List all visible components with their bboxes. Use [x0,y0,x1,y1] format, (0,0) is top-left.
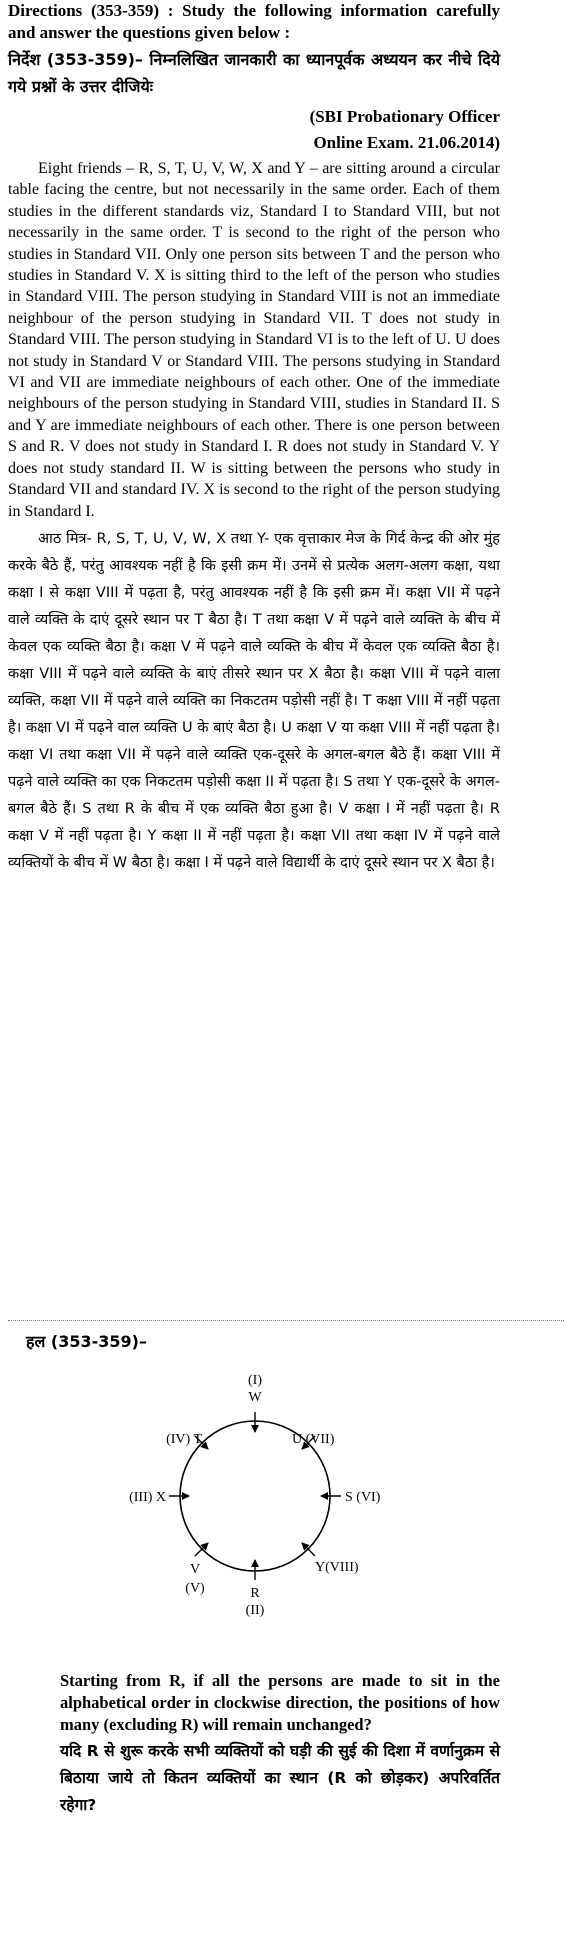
seat-top-left: (IV) T [166,1432,202,1447]
question-hindi: यदि R से शुरू करके सभी व्यक्तियों को घड़ी की सुई की दिशा में वर्णानुक्रम से बिठाया जाये तो कितन व्यक्तियों का स्थान (R को छोड़कर) अपरिवर्तित रहेगा? [60,1742,500,1814]
exam-source-line-2: Online Exam. 21.06.2014) [313,133,500,152]
seat-bottom-right: Y(VIII) [315,1560,359,1575]
arrow-bottom-right [302,1543,315,1556]
exam-source-line-1: (SBI Probationary Officer [309,107,500,126]
seat-top-right: U (VII) [292,1432,335,1447]
seat-bottom-left-standard: (V) [185,1581,205,1596]
passage-english: Eight friends – R, S, T, U, V, W, X and Y – are sitting around a circular table facing the centre, but not necessarily in the same order. Each of them studies in the different standards viz, Standard I to Standard VIII, but not necessarily in the same order. T is second to the right of the person who studies in Standard VII. Only one person sits between T and the person who studies in Standard V. X is sitting third to the left of the person who studies in Standard VIII. The person studying in Standard VIII is not an immediate neighbour of the person studying in Standard VII. T does not study in Standard VIII. The person studying in Standard VI is to the left of U. U does not study in Standard V or Standard VIII. The persons studying in Standard VI and VII are immediate neighbours of each other. One of the immediate neighbours of the person studying in Standard VIII, studies in Standard II. S and Y are immediate neighbours of each other. There is one person between S and R. V does not study in Standard I. R does not study in Standard V. Y does not study standard II. W is sitting between the persons who study in Standard VII and standard IV. X is second to the right of the person studying in Standard I. [8,160,500,520]
arrow-bottom-left [195,1543,208,1556]
question-block [60,1670,500,1819]
directions-hindi: निर्देश (353-359)– निम्नलिखित जानकारी का ध्यानपूर्वक अध्ययन कर नीचे दिये गये प्रश्नों के उत्तर दीजियेः [8,50,500,96]
seat-bottom-left-name: V [189,1562,201,1577]
section-divider [8,1320,564,1321]
solution-title: हल (353-359)– [26,1332,147,1351]
seat-top-name: W [248,1390,262,1405]
seating-diagram [0,1350,585,1650]
directions-english: Directions (353-359) : Study the following information carefully and answer the questions given below : [8,1,500,42]
seat-right: S (VI) [345,1490,381,1505]
question-english: Starting from R, if all the persons are made to sit in the alphabetical order in clockwise direction, the positions of how many (excluding R) will remain unchanged? [60,1671,500,1734]
seat-bottom-standard: (II) [245,1603,265,1618]
directions-block [8,0,500,877]
seat-left: (III) X [129,1490,166,1505]
seat-bottom-name: R [250,1586,260,1601]
seat-top-standard: (I) [248,1373,262,1388]
passage-hindi: आठ मित्र- R, S, T, U, V, W, X तथा Y- एक वृत्ताकार मेज के गिर्द केन्द्र की ओर मुंह करके बैठे हैं, परंतु आवश्यक नहीं है कि इसी क्रम में। उनमें से प्रत्येक अलग-अलग कक्षा, यथा कक्षा I से कक्षा VIII में पढ़ता है, परंतु आवश्यक नहीं है कि इसी क्रम में। कक्षा VII में पढ़ने वाले व्यक्ति के दाएं दूसरे स्थान पर T बैठा है। T तथा कक्षा V में पढ़ने वाले व्यक्ति के बीच में केवल एक व्यक्ति बैठा है। कक्षा V में पढ़ने वाले व्यक्ति के बीच में केवल एक व्यक्ति बैठा है। कक्षा VIII में पढ़ने वाले व्यक्ति के बाएं तीसरे स्थान पर X बैठा है। कक्षा VIII में पढ़ने वाला व्यक्ति, कक्षा VII में पढ़ने वाले व्यक्ति का निकटतम पड़ोसी नहीं है। T कक्षा VIII में नहीं पढ़ता है। कक्षा VI में पढ़ने वाल व्यक्ति U के बाएं बैठा है। U कक्षा V या कक्षा VIII में नहीं पढ़ता है। कक्षा VI तथा कक्षा VII में पढ़ने वाले व्यक्ति एक-दूसरे के अगल-बगल बैठे हैं। कक्षा VIII में पढ़ने वाले व्यक्ति का एक निकटतम पड़ोसी कक्षा II में पढ़ता है। S तथा Y एक-दूसरे के अगल-बगल बैठे हैं। S तथा R के बीच में एक व्यक्ति बैठा हुआ है। V कक्षा I में नहीं पढ़ता है। R कक्षा V में नहीं पढ़ता है। Y कक्षा II में नहीं पढ़ता है। कक्षा VII तथा कक्षा IV में पढ़ने वाले व्यक्तियों के बीच में W बैठा है। कक्षा I में पढ़ने वाले विद्यार्थी के दाएं दूसरे स्थान पर X बैठा है। [8,530,500,871]
